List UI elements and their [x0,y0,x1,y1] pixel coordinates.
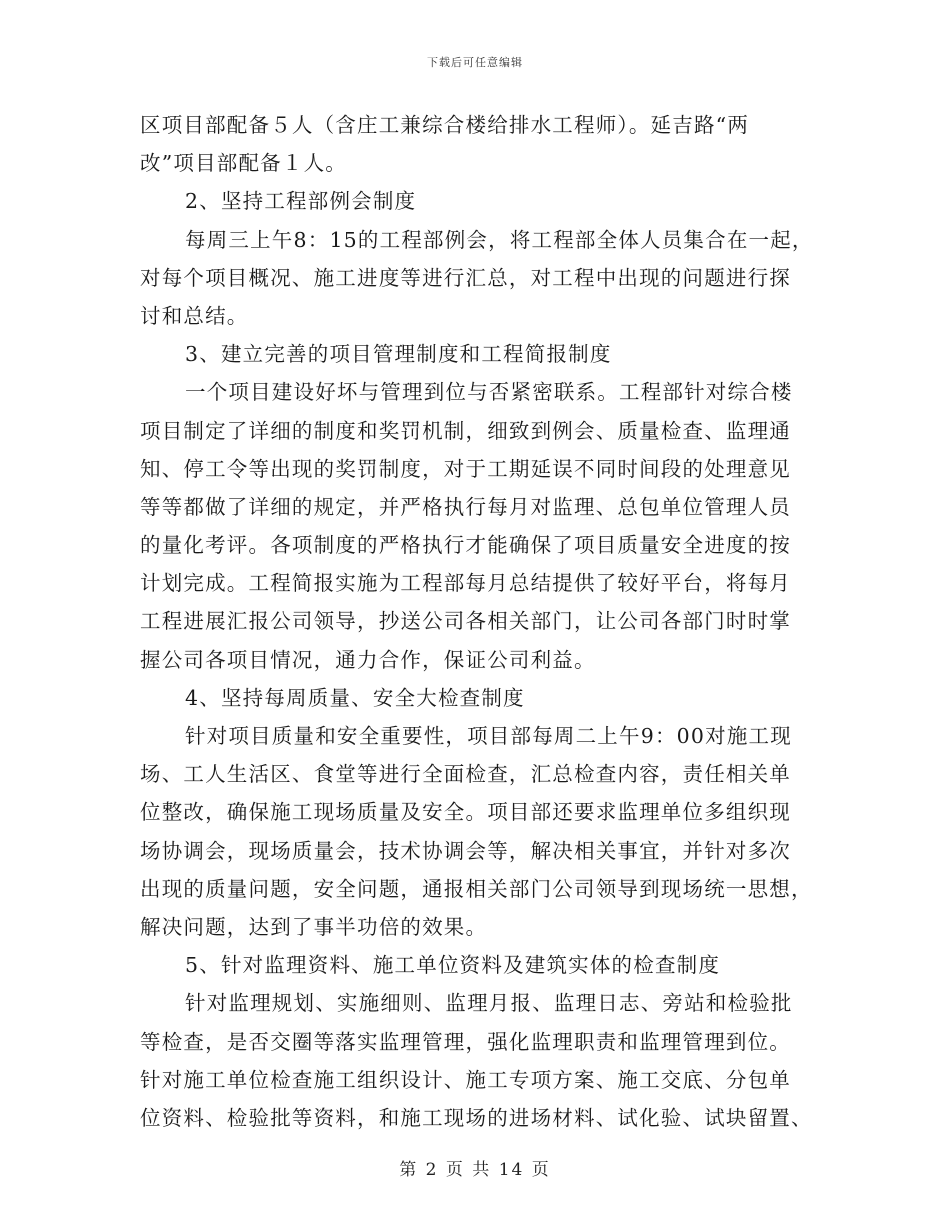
text-line: 一个项目建设好坏与管理到位与否紧密联系。工程部针对综合楼 [185,380,793,405]
text-line: 位资料、检验批等资料，和施工现场的进场材料、试化验、试块留置、 [140,1105,813,1130]
text-line: 场协调会，现场质量会，技术协调会等，解决相关事宜，并针对多次 [140,838,791,863]
text-line: 区项目部配备５人（含庄工兼综合楼给排水工程师）。延吉路“两 [140,113,750,137]
text-line: 改”项目部配备１人。 [140,151,347,176]
text-line: 讨和总结。 [140,303,249,328]
text-line: 等检查，是否交圈等落实监理管理，强化监理职责和监理管理到位。 [140,1029,791,1054]
text-line: 的量化考评。各项制度的严格执行才能确保了项目质量安全进度的按 [140,533,791,558]
text-line: 出现的质量问题，安全问题，通报相关部门公司领导到现场统一思想， [140,876,813,901]
page-header: 下载后可任意编辑 [427,56,523,69]
text-line: 针对监理规划、实施细则、监理月报、监理日志、旁站和检验批 [185,991,793,1016]
text-line: 对每个项目概况、施工进度等进行汇总，对工程中出现的问题进行探 [140,265,791,290]
text-line: 等等都做了详细的规定，并严格执行每月对监理、总包单位管理人员 [140,494,791,519]
text-line: 工程进展汇报公司领导，抄送公司各相关部门，让公司各部门时时掌 [140,609,791,634]
document-body [140,106,820,1137]
text-line: 位整改，确保施工现场质量及安全。项目部还要求监理单位多组织现 [140,800,791,825]
text-line: 4、坚持每周质量、安全大检查制度 [185,685,525,710]
text-line: 3、建立完善的项目管理制度和工程简报制度 [185,342,612,367]
text-line: 每周三上午8：15的工程部例会，将工程部全体人员集合在一起， [185,227,814,252]
text-line: 知、停工令等出现的奖罚制度，对于工期延误不同时间段的处理意见 [140,456,791,481]
text-line: 计划完成。工程简报实施为工程部每月总结提供了较好平台，将每月 [140,571,791,596]
text-line: 针对项目质量和安全重要性，项目部每周二上午9：00对施工现 [185,724,792,748]
text-line: 针对施工单位检查施工组织设计、施工专项方案、施工交底、分包单 [140,1067,791,1092]
text-line: 5、针对监理资料、施工单位资料及建筑实体的检查制度 [185,953,721,978]
page-footer: 第 2 页 共 14 页 [399,1160,551,1180]
text-line: 解决问题，达到了事半功倍的效果。 [140,914,488,939]
text-line: 2、坚持工程部例会制度 [185,189,417,214]
text-line: 握公司各项目情况，通力合作，保证公司利益。 [140,647,596,672]
text-line: 项目制定了详细的制度和奖罚机制，细致到例会、质量检查、监理通 [140,418,791,443]
text-line: 场、工人生活区、食堂等进行全面检查，汇总检查内容，责任相关单 [140,762,791,787]
